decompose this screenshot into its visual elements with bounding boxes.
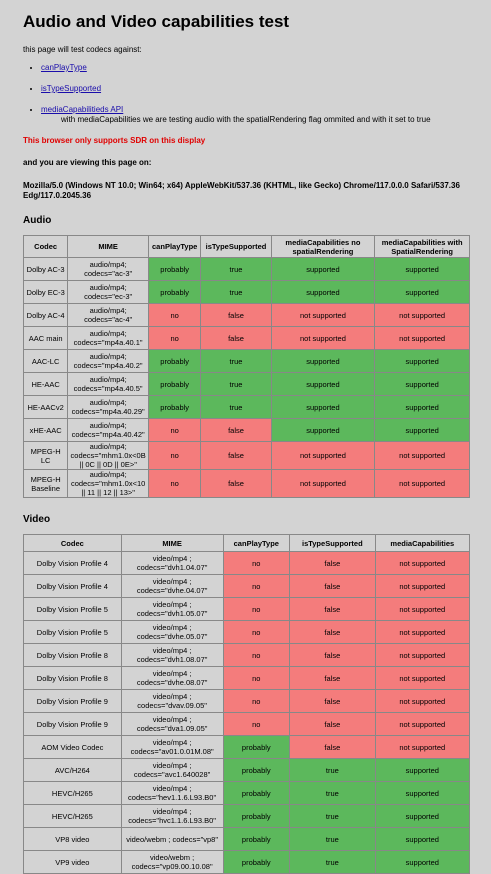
istypesupported-cell: false <box>290 644 376 667</box>
mediacapabilities-cell: supported <box>271 258 375 281</box>
istypesupported-cell: true <box>201 373 271 396</box>
table-row <box>24 470 470 498</box>
canplaytype-cell: no <box>149 419 201 442</box>
user-agent <box>23 181 470 201</box>
istypesupported-cell: false <box>290 713 376 736</box>
codec-cell: Dolby Vision Profile 9 <box>24 690 122 713</box>
table-row <box>24 281 470 304</box>
codec-cell: Dolby EC-3 <box>24 281 68 304</box>
mime-cell: audio/mp4; codecs="mhm1.0x<0B || 0C || 0D || 0E>" <box>68 442 149 470</box>
canplaytype-cell: probably <box>223 782 290 805</box>
mediacapabilities-cell: supported <box>375 851 469 874</box>
table-row <box>24 373 470 396</box>
mediacapabilities-cell: not supported <box>375 713 469 736</box>
mime-cell: video/mp4 ; codecs="hvc1.1.6.L93.B0" <box>121 805 223 828</box>
mime-cell: video/mp4 ; codecs="dva1.09.05" <box>121 713 223 736</box>
codec-cell: Dolby Vision Profile 4 <box>24 575 122 598</box>
istypesupported-cell: false <box>201 304 271 327</box>
mediacapabilities-cell: not supported <box>271 442 375 470</box>
canplaytype-cell: probably <box>223 759 290 782</box>
table-row <box>24 782 470 805</box>
mediacapabilities-cell: supported <box>271 373 375 396</box>
canplaytype-cell: no <box>223 667 290 690</box>
column-header: canPlayType <box>223 535 290 552</box>
mime-cell: video/mp4 ; codecs="av01.0.01M.08" <box>121 736 223 759</box>
mediacapabilities-cell: not supported <box>271 470 375 498</box>
mime-cell: audio/mp4; codecs="mp4a.40.1" <box>68 327 149 350</box>
canplaytype-cell: no <box>223 644 290 667</box>
codec-cell: HEVC/H265 <box>24 805 122 828</box>
codec-cell: VP8 video <box>24 828 122 851</box>
codec-cell: AAC main <box>24 327 68 350</box>
mime-cell: audio/mp4; codecs="ec-3" <box>68 281 149 304</box>
list-item <box>41 105 470 124</box>
istypesupported-cell: false <box>201 327 271 350</box>
codec-cell: Dolby Vision Profile 5 <box>24 598 122 621</box>
column-header: mediaCapabilities <box>375 535 469 552</box>
table-row <box>24 258 470 281</box>
table-row <box>24 419 470 442</box>
audio-heading: Audio <box>23 215 52 226</box>
mediacapabilities-cell: supported <box>271 396 375 419</box>
video-table <box>23 534 470 874</box>
mediacapabilities-spatial-cell: not supported <box>375 442 470 470</box>
canplaytype-cell: no <box>149 470 201 498</box>
user-agent-line: Mozilla/5.0 (Windows NT 10.0; Win64; x64) AppleWebKit/537.36 (KHTML, like Gecko) Chrome/117.0.0.0 Safari/537.36 <box>23 181 460 190</box>
user-agent-line: Edg/117.0.2045.36 <box>23 191 92 200</box>
mediacapabilities-cell: not supported <box>375 552 469 575</box>
video-section <box>21 514 470 874</box>
istypesupported-cell: false <box>290 552 376 575</box>
canplaytype-cell: probably <box>223 805 290 828</box>
mediacapabilities-cell: supported <box>375 805 469 828</box>
table-row <box>24 736 470 759</box>
sdr-warning: This browser only supports SDR on this display <box>23 136 206 145</box>
istypesupported-cell: false <box>201 419 271 442</box>
codec-cell: VP9 video <box>24 851 122 874</box>
codec-cell: MPEG-H Baseline <box>24 470 68 498</box>
mime-cell: video/mp4 ; codecs="dvh1.08.07" <box>121 644 223 667</box>
api-link-list <box>21 63 470 124</box>
table-row <box>24 667 470 690</box>
istypesupported-cell: true <box>290 782 376 805</box>
mediacapabilities-spatial-cell: not supported <box>375 327 470 350</box>
codec-cell: Dolby Vision Profile 8 <box>24 644 122 667</box>
table-row <box>24 805 470 828</box>
table-row <box>24 828 470 851</box>
mediacapabilities-spatial-cell: not supported <box>375 470 470 498</box>
canplaytype-cell: probably <box>149 373 201 396</box>
audio-section <box>21 215 470 498</box>
mime-cell: audio/mp4; codecs="ac-3" <box>68 258 149 281</box>
column-header: mediaCapabilities no spatialRendering <box>271 236 375 258</box>
table-row <box>24 644 470 667</box>
istypesupported-cell: true <box>290 759 376 782</box>
canplaytype-cell: probably <box>223 828 290 851</box>
table-row <box>24 759 470 782</box>
istypesupported-cell: true <box>290 805 376 828</box>
canplaytype-cell: no <box>223 621 290 644</box>
column-header: canPlayType <box>149 236 201 258</box>
mime-cell: video/webm ; codecs="vp09.00.10.08" <box>121 851 223 874</box>
codec-cell: HE-AACv2 <box>24 396 68 419</box>
list-item <box>41 63 470 72</box>
canplaytype-cell: probably <box>149 258 201 281</box>
mediacapabilities-cell: supported <box>375 782 469 805</box>
mediacapabilities-cell: not supported <box>271 304 375 327</box>
istypesupported-cell: false <box>290 598 376 621</box>
table-row <box>24 304 470 327</box>
table-row <box>24 598 470 621</box>
canplaytype-cell: probably <box>149 396 201 419</box>
istypesupported-cell: true <box>290 851 376 874</box>
canplaytype-cell: no <box>223 690 290 713</box>
mediacapabilities-cell: not supported <box>375 644 469 667</box>
istypesupported-cell: false <box>290 690 376 713</box>
mediacapabilities-spatial-cell: supported <box>375 373 470 396</box>
codec-cell: HEVC/H265 <box>24 782 122 805</box>
mediacapabilities-spatial-cell: supported <box>375 396 470 419</box>
mime-cell: audio/mp4; codecs="mp4a.40.29" <box>68 396 149 419</box>
codec-cell: Dolby AC-3 <box>24 258 68 281</box>
mediacapabilities-spatial-cell: not supported <box>375 304 470 327</box>
codec-cell: MPEG-H LC <box>24 442 68 470</box>
mime-cell: video/mp4 ; codecs="hev1.1.6.L93.B0" <box>121 782 223 805</box>
mediacapabilities-spatial-cell: supported <box>375 281 470 304</box>
canplaytype-cell: no <box>149 442 201 470</box>
istypesupported-cell: false <box>290 621 376 644</box>
canplaytype-cell: no <box>223 552 290 575</box>
table-row <box>24 396 470 419</box>
codec-cell: Dolby AC-4 <box>24 304 68 327</box>
istypesupported-cell: true <box>290 828 376 851</box>
mediacapabilities-spatial-cell: supported <box>375 258 470 281</box>
video-heading: Video <box>23 514 51 525</box>
mime-cell: audio/mp4; codecs="ac-4" <box>68 304 149 327</box>
mediacapabilities-cell: not supported <box>271 327 375 350</box>
mediacapabilities-note: with mediaCapabilities we are testing audio with the spatialRendering flag ommited and with it set to true <box>61 115 431 124</box>
column-header: MIME <box>121 535 223 552</box>
mediacapabilities-spatial-cell: supported <box>375 419 470 442</box>
column-header: Codec <box>24 236 68 258</box>
mime-cell: video/webm ; codecs="vp8" <box>121 828 223 851</box>
canplaytype-cell: no <box>223 575 290 598</box>
mediacapabilities-link[interactable]: mediaCapabilitieds API <box>41 105 124 114</box>
table-row <box>24 690 470 713</box>
mime-cell: video/mp4 ; codecs="dvhe.05.07" <box>121 621 223 644</box>
table-row <box>24 442 470 470</box>
codec-cell: Dolby Vision Profile 4 <box>24 552 122 575</box>
page-title: Audio and Video capabilities test <box>23 12 290 31</box>
audio-table <box>23 235 470 498</box>
table-row <box>24 713 470 736</box>
istypesupported-cell: true <box>201 396 271 419</box>
mediacapabilities-cell: not supported <box>375 575 469 598</box>
codec-cell: AVC/H264 <box>24 759 122 782</box>
codec-cell: AAC-LC <box>24 350 68 373</box>
mediacapabilities-cell: supported <box>271 281 375 304</box>
mediacapabilities-cell: supported <box>375 759 469 782</box>
canplaytype-cell: probably <box>223 851 290 874</box>
table-row <box>24 621 470 644</box>
mediacapabilities-cell: supported <box>271 419 375 442</box>
mime-cell: video/mp4 ; codecs="dvhe.04.07" <box>121 575 223 598</box>
istypesupported-cell: true <box>201 258 271 281</box>
mediacapabilities-cell: not supported <box>375 736 469 759</box>
table-row <box>24 851 470 874</box>
intro-text: this page will test codecs against: <box>23 45 142 54</box>
istypesupported-cell: false <box>290 667 376 690</box>
mediacapabilities-cell: not supported <box>375 598 469 621</box>
list-item <box>41 84 470 93</box>
column-header: isTypeSupported <box>201 236 271 258</box>
column-header: isTypeSupported <box>290 535 376 552</box>
mime-cell: audio/mp4; codecs="mhm1.0x<10 || 11 || 12 || 13>" <box>68 470 149 498</box>
viewing-label: and you are viewing this page on: <box>23 158 152 167</box>
canplaytype-cell: no <box>149 304 201 327</box>
table-row <box>24 552 470 575</box>
codec-cell: Dolby Vision Profile 5 <box>24 621 122 644</box>
codec-cell: Dolby Vision Profile 9 <box>24 713 122 736</box>
istypesupported-cell: true <box>201 281 271 304</box>
codec-cell: Dolby Vision Profile 8 <box>24 667 122 690</box>
mime-cell: video/mp4 ; codecs="dvh1.04.07" <box>121 552 223 575</box>
codec-cell: AOM Video Codec <box>24 736 122 759</box>
table-row <box>24 575 470 598</box>
istypesupported-link[interactable]: isTypeSupported <box>41 84 102 93</box>
istypesupported-cell: false <box>290 736 376 759</box>
istypesupported-cell: true <box>201 350 271 373</box>
table-row <box>24 327 470 350</box>
table-row <box>24 350 470 373</box>
mediacapabilities-cell: not supported <box>375 690 469 713</box>
mediacapabilities-cell: not supported <box>375 621 469 644</box>
canplaytype-cell: probably <box>223 736 290 759</box>
mime-cell: video/mp4 ; codecs="dvhe.08.07" <box>121 667 223 690</box>
codec-cell: HE-AAC <box>24 373 68 396</box>
mediacapabilities-cell: not supported <box>375 667 469 690</box>
column-header: Codec <box>24 535 122 552</box>
istypesupported-cell: false <box>290 575 376 598</box>
canplaytype-cell: probably <box>149 281 201 304</box>
codec-cell: xHE-AAC <box>24 419 68 442</box>
mime-cell: audio/mp4; codecs="mp4a.40.5" <box>68 373 149 396</box>
mime-cell: video/mp4 ; codecs="dvav.09.05" <box>121 690 223 713</box>
canplaytype-cell: probably <box>149 350 201 373</box>
istypesupported-cell: false <box>201 470 271 498</box>
video-header-row <box>24 535 470 552</box>
canplaytype-cell: no <box>149 327 201 350</box>
audio-header-row <box>24 236 470 258</box>
mediacapabilities-cell: supported <box>375 828 469 851</box>
mime-cell: video/mp4 ; codecs="avc1.640028" <box>121 759 223 782</box>
column-header: MIME <box>68 236 149 258</box>
mime-cell: audio/mp4; codecs="mp4a.40.42" <box>68 419 149 442</box>
mime-cell: audio/mp4; codecs="mp4a.40.2" <box>68 350 149 373</box>
mime-cell: video/mp4 ; codecs="dvh1.05.07" <box>121 598 223 621</box>
mediacapabilities-spatial-cell: supported <box>375 350 470 373</box>
mediacapabilities-cell: supported <box>271 350 375 373</box>
column-header: mediaCapabilities with SpatialRendering <box>375 236 470 258</box>
canplaytype-cell: no <box>223 713 290 736</box>
istypesupported-cell: false <box>201 442 271 470</box>
canplaytype-link[interactable]: canPlayType <box>41 63 87 72</box>
canplaytype-cell: no <box>223 598 290 621</box>
